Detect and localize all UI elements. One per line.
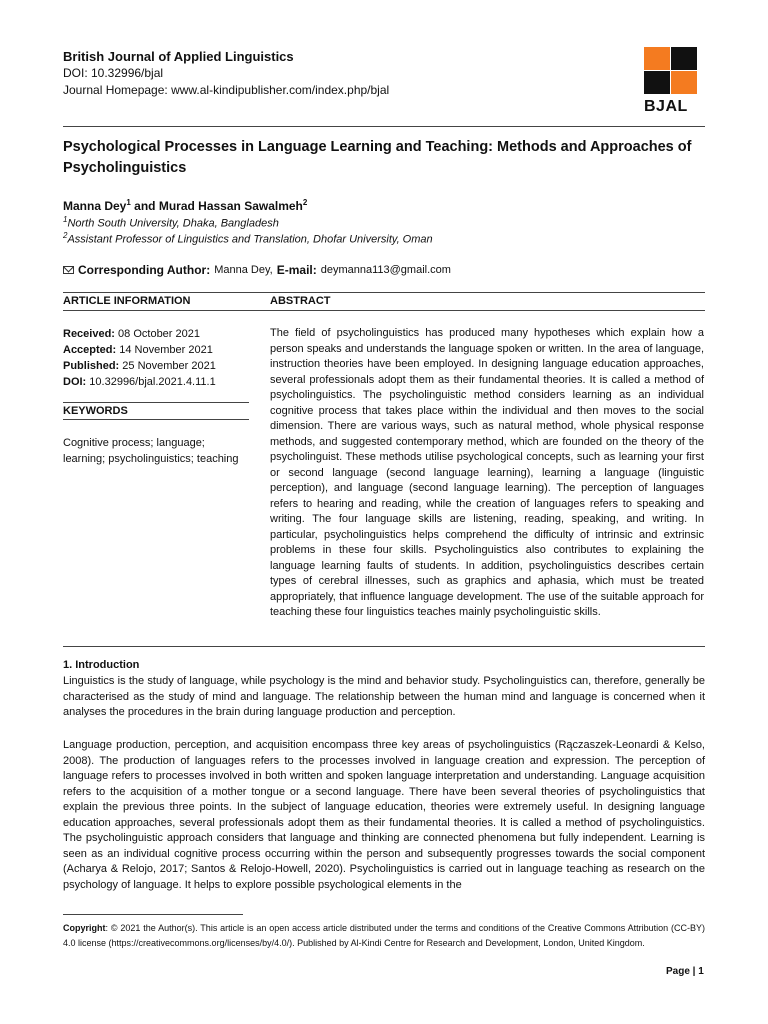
intro-paragraph-1: Linguistics is the study of language, while psychology is the mind and behavior study. Psycholinguistics can, therefore, generally be characterised as the study of mind and language. The relationship between the human mind and language is concerned when it analyses the procedures in the brain during language production and perception. <box>63 675 705 718</box>
article-title: Psychological Processes in Language Learning and Teaching: Methods and Approaches of Psycholinguistics <box>63 139 692 176</box>
journal-name: British Journal of Applied Linguistics <box>63 49 294 64</box>
bjal-logo <box>644 47 698 116</box>
journal-header <box>63 48 389 99</box>
intro-paragraph-2: Language production, perception, and acquisition encompass three key areas of psycholinguistics (Rączaszek-Leonardi & Kelso, 2008). The production of languages refers to the processes involved in language creation and expression. The perception of language refers to processes involved in both written and spoken language interpretation and understanding. Language acquisition refers to the acquisition of a mother tongue or a second language. There have been several theories of psycholinguistics that explain the previous three points. In the subject of language education, theories were extremely useful. In designing language education approaches, several professionals adopt them as their fundamental theories. It is called a method of psycholinguistics. The psycholinguistic approach considers that language and thinking are connected phenomena but fully independent. Learning is seen as an individual cognitive process occurring within the person and subsequently progresses towards the social component (Acharya & Relojo, 2017; Santos & Relojo-Howell, 2020). Psycholinguistics is carried out in language teaching as research on the psychology of language. It helps to explore possible psychological elements in the <box>63 739 705 891</box>
logo-square-orange <box>644 47 670 70</box>
abstract-divider <box>63 646 705 647</box>
corr-email-label: E-mail: <box>276 263 317 277</box>
received-label: Received: <box>63 328 115 340</box>
doi-value[interactable]: 10.32996/bjal.2021.4.11.1 <box>89 376 216 388</box>
author-2: Murad Hassan Sawalmeh <box>158 199 303 213</box>
aff-1-text: North South University, Dhaka, Bangladesh <box>67 217 279 230</box>
keywords-list: Cognitive process; language; learning; psycholinguistics; teaching <box>63 437 239 465</box>
logo-grid <box>644 47 698 94</box>
corr-email[interactable]: deymanna113@gmail.com <box>320 264 451 276</box>
logo-square-orange <box>671 71 697 94</box>
accepted-row <box>63 342 216 358</box>
published-label: Published: <box>63 360 120 372</box>
logo-text: BJAL <box>644 98 688 115</box>
corr-label: Corresponding Author: <box>78 263 211 277</box>
author-and: and <box>130 199 159 213</box>
aff-2-text: Assistant Professor of Linguistics and Translation, Dhofar University, Oman <box>67 233 433 246</box>
author-line <box>63 198 307 213</box>
received-date: 08 October 2021 <box>118 328 200 340</box>
article-dates <box>63 326 216 390</box>
abstract-heading: ABSTRACT <box>270 295 331 307</box>
keywords-divider-bottom <box>63 419 249 420</box>
keywords-divider-top <box>63 402 249 403</box>
corresponding-author <box>63 263 451 277</box>
affiliation-2 <box>63 231 433 246</box>
author-2-sup: 2 <box>302 198 308 207</box>
doi-label: DOI: <box>63 376 87 388</box>
journal-homepage[interactable]: Journal Homepage: www.al-kindipublisher.com/index.php/bjal <box>63 83 390 97</box>
copyright-label: Copyright <box>63 923 106 933</box>
doi-row <box>63 374 216 390</box>
accepted-label: Accepted: <box>63 344 117 356</box>
received-row <box>63 326 216 342</box>
logo-square-black <box>644 71 670 94</box>
keywords-heading: KEYWORDS <box>63 405 128 417</box>
article-info-heading: ARTICLE INFORMATION <box>63 295 191 307</box>
logo-square-black <box>671 47 697 70</box>
copyright-footnote <box>63 921 705 951</box>
aff-1-sup: 1 <box>63 215 68 224</box>
accepted-date: 14 November 2021 <box>119 344 213 356</box>
corr-name: Manna Dey, <box>214 264 273 276</box>
footnote-divider <box>63 914 243 915</box>
affiliation-1 <box>63 215 279 230</box>
abstract-text: The field of psycholinguistics has produced many hypotheses which explain how a person speaks and understands the language spoken or written. In the area of language, instruction theories have been employed. In designing language education approaches, several professionals adopt them as their fundamental theories. It is called a method of psycholinguistics. The psycholinguistic method considers learning as an individual cognitive process that takes place within the individual and then moves to the social dimension. There are various ways, such as natural method, whole physical response methods, and suggested contemporary method, which are founded on the theory of the psycholinguist. These methods utilise psychological concepts, such as learning your first or second language (second language learning), learning a language (linguistic perception), and language (second language learning). The perception of languages refers to hearing and reading, while the creation of languages refers to speaking and writing. The four language skills are listening, reading, speaking, and writing. In particular, psycholinguistics helps comprehend the difficulty of intrinsic and extrinsic problems in these four skills. Psycholinguistics also contributes to explaining the language learning faults of students. In addition, psycholinguistics describes certain types of cerebral illnesses, such as graphics and aphasia, which must be treated appropriately, that influence language development. The use of the suitable approach for teaching these four linguistics teaches mainly psycholinguistic skills. <box>270 327 704 618</box>
journal-doi: DOI: 10.32996/bjal <box>63 66 164 80</box>
info-divider-bottom <box>63 310 705 311</box>
mail-icon <box>63 266 74 274</box>
page-number: Page | 1 <box>666 966 704 977</box>
header-divider <box>63 126 705 127</box>
published-date: 25 November 2021 <box>122 360 216 372</box>
copyright-text: : © 2021 the Author(s). This article is an open access article distributed under the terms and conditions of the Creative Commons Attribution (CC-BY) 4.0 license (https://creativecommons.org/licenses/by/4.0/). Published by Al-Kindi Centre for Research and Development, London, United Kingdom. <box>63 923 705 948</box>
aff-2-sup: 2 <box>63 231 68 240</box>
author-1: Manna Dey <box>63 199 127 213</box>
author-1-sup: 1 <box>126 198 131 207</box>
introduction-heading: 1. Introduction <box>63 659 140 671</box>
info-divider-top <box>63 292 705 293</box>
published-row <box>63 358 216 374</box>
